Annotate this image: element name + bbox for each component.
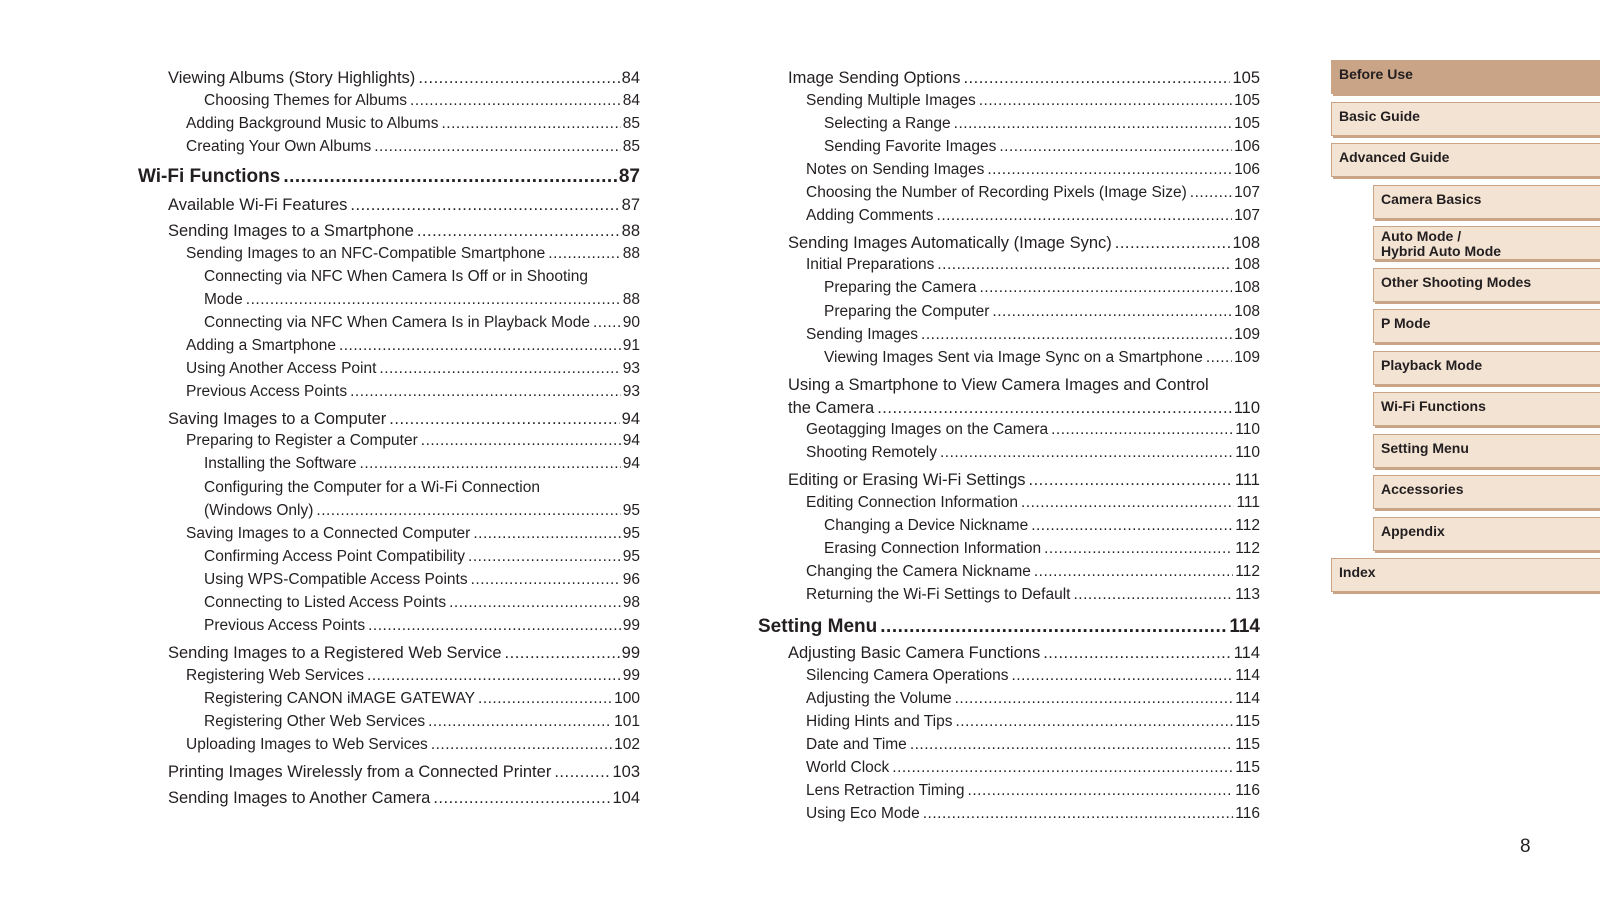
- toc-entry[interactable]: [186, 244, 640, 264]
- toc-entry-title: Setting Menu: [758, 616, 878, 637]
- toc-entry-title: Returning the Wi-Fi Settings to Default: [806, 586, 1071, 603]
- toc-entry[interactable]: [788, 232, 1260, 254]
- dot-leader: [1206, 348, 1232, 368]
- toc-page-number: 94: [622, 432, 640, 449]
- toc-page-number: 105: [1232, 69, 1260, 87]
- toc-entry[interactable]: [824, 539, 1260, 559]
- dot-leader: [987, 160, 1232, 180]
- toc-entry-title: Choosing Themes for Albums: [204, 92, 408, 109]
- toc-entry-title: Confirming Access Point Compatibility: [204, 548, 466, 565]
- toc-entry-title: Shooting Remotely: [806, 444, 937, 461]
- sidebar-tab-label: Index: [1339, 564, 1376, 580]
- toc-entry-title[interactable]: Using a Smartphone to View Camera Images and Control: [788, 376, 1209, 394]
- sidebar-tab-wi-fi-functions[interactable]: [1373, 392, 1600, 426]
- toc-entry-title: Geotagging Images on the Camera: [806, 421, 1049, 438]
- toc-entry-title[interactable]: Configuring the Computer for a Wi-Fi Connection: [204, 479, 540, 496]
- toc-page-number: 107: [1234, 184, 1260, 201]
- toc-page-number: 100: [614, 690, 640, 707]
- toc-entry[interactable]: [806, 804, 1260, 824]
- toc-page-number: 108: [1232, 234, 1260, 252]
- toc-entry-title: Adding Background Music to Albums: [186, 115, 439, 132]
- sidebar-tab-before-use[interactable]: [1331, 60, 1600, 94]
- toc-entry-title: Notes on Sending Images: [806, 161, 985, 178]
- toc-entry-title: Erasing Connection Information: [824, 540, 1042, 557]
- toc-page-number: 87: [618, 166, 640, 187]
- toc-entry-title: Editing or Erasing Wi-Fi Settings: [788, 471, 1026, 489]
- toc-entry[interactable]: [824, 302, 1260, 322]
- toc-entry-title: Previous Access Points: [186, 383, 348, 400]
- toc-entry[interactable]: [138, 165, 640, 189]
- toc-page-number: 115: [1235, 736, 1260, 753]
- toc-page-number: 115: [1235, 759, 1260, 776]
- toc-page-number: 95: [622, 502, 640, 519]
- toc-entry[interactable]: [186, 382, 640, 402]
- dot-leader: [880, 615, 1227, 639]
- toc-page-number: 94: [621, 410, 640, 428]
- toc-page-number: 110: [1235, 421, 1260, 438]
- toc-page-number: 110: [1235, 444, 1260, 461]
- toc-page-number: 101: [614, 713, 640, 730]
- toc-entry[interactable]: [204, 313, 640, 333]
- sidebar-tab-label: Basic Guide: [1339, 108, 1420, 124]
- dot-leader: [418, 67, 619, 89]
- dot-leader: [548, 244, 620, 264]
- dot-leader: [923, 804, 1234, 824]
- toc-page-number: 96: [622, 571, 640, 588]
- toc-page-number: 93: [622, 360, 640, 377]
- toc-entry[interactable]: [806, 255, 1260, 275]
- toc-page-number: 85: [622, 115, 640, 132]
- toc-entry-title: Lens Retraction Timing: [806, 782, 965, 799]
- toc-page-number: 99: [621, 644, 640, 662]
- sidebar-tab-accessories[interactable]: [1373, 475, 1600, 509]
- toc-entry[interactable]: [824, 278, 1260, 298]
- toc-entry[interactable]: [788, 469, 1260, 491]
- toc-entry[interactable]: [186, 524, 640, 544]
- toc-entry[interactable]: [168, 194, 640, 216]
- sidebar-tab-label: Hybrid Auto Mode: [1381, 243, 1502, 259]
- sidebar-tab-advanced-guide[interactable]: [1331, 143, 1600, 177]
- toc-entry-title: Sending Images to an NFC-Compatible Smartphone: [186, 245, 546, 262]
- sidebar-tab-label: Playback Mode: [1381, 357, 1483, 373]
- toc-entry[interactable]: [788, 67, 1260, 89]
- dot-leader: [593, 313, 621, 333]
- sidebar-tab-index[interactable]: [1331, 558, 1600, 592]
- toc-entry[interactable]: [806, 91, 1260, 111]
- sidebar-tab-label: Appendix: [1381, 523, 1445, 539]
- toc-entry[interactable]: [204, 616, 640, 636]
- toc-entry-title: Preparing to Register a Computer: [186, 432, 418, 449]
- toc-page-number: 115: [1235, 713, 1260, 730]
- toc-page-number: 116: [1235, 805, 1260, 822]
- toc-entry[interactable]: [806, 420, 1260, 440]
- toc-page-number: 93: [622, 383, 640, 400]
- dot-leader: [379, 359, 620, 379]
- dot-leader: [1073, 585, 1233, 605]
- toc-entry-title: the Camera: [788, 399, 875, 417]
- toc-page-number: 108: [1234, 256, 1260, 273]
- dot-leader: [449, 593, 621, 613]
- dot-leader: [374, 137, 621, 157]
- toc-entry[interactable]: [806, 585, 1260, 605]
- toc-entry[interactable]: [204, 593, 640, 613]
- sidebar-tab-auto-mode-hybrid-auto-mode[interactable]: [1373, 226, 1600, 260]
- toc-entry-title: Sending Images: [806, 326, 919, 343]
- toc-entry[interactable]: [806, 735, 1260, 755]
- dot-leader: [316, 501, 620, 521]
- toc-entry[interactable]: [204, 712, 640, 732]
- toc-entry-title: Sending Images Automatically (Image Sync): [788, 234, 1112, 252]
- sidebar-tab-appendix[interactable]: [1373, 517, 1600, 551]
- toc-entry-title: Selecting a Range: [824, 115, 951, 132]
- toc-entry-title: Uploading Images to Web Services: [186, 736, 428, 753]
- dot-leader: [979, 91, 1232, 111]
- toc-entry-title: Viewing Albums (Story Highlights): [168, 69, 416, 87]
- toc-entry-title: Date and Time: [806, 736, 907, 753]
- sidebar-tab-label: Setting Menu: [1381, 440, 1469, 456]
- toc-page-number: 94: [622, 455, 640, 472]
- toc-entry[interactable]: [168, 787, 640, 809]
- toc-page-number: 112: [1235, 540, 1260, 557]
- sidebar-tab-basic-guide[interactable]: [1331, 102, 1600, 136]
- dot-leader: [417, 220, 620, 242]
- toc-entry-title: Using WPS-Compatible Access Points: [204, 571, 468, 588]
- dot-leader: [937, 255, 1232, 275]
- toc-entry[interactable]: [806, 160, 1260, 180]
- toc-entry[interactable]: [806, 183, 1260, 203]
- toc-page-number: 102: [614, 736, 640, 753]
- dot-leader: [1190, 183, 1232, 203]
- sidebar-tab-label: Other Shooting Modes: [1381, 274, 1532, 290]
- toc-page-number: 105: [1234, 92, 1260, 109]
- sidebar-tab-other-shooting-modes[interactable]: [1373, 268, 1600, 302]
- toc-entry-title: Sending Images to a Smartphone: [168, 222, 414, 240]
- toc-entry[interactable]: [186, 137, 640, 157]
- toc-entry-title: Viewing Images Sent via Image Sync on a Smartphone: [824, 349, 1203, 366]
- toc-page-number: 91: [622, 337, 640, 354]
- toc-entry-title: Wi-Fi Functions: [138, 166, 281, 187]
- toc-entry-title: Image Sending Options: [788, 69, 961, 87]
- toc-entry[interactable]: [186, 666, 640, 686]
- dot-leader: [410, 91, 621, 111]
- toc-page-number: 84: [621, 69, 640, 87]
- dot-leader: [367, 666, 621, 686]
- toc-page-number: 114: [1233, 644, 1260, 662]
- dot-leader: [1021, 493, 1234, 513]
- toc-entry-title: Saving Images to a Computer: [168, 410, 387, 428]
- toc-entry-title: Previous Access Points: [204, 617, 366, 634]
- toc-page-number: 99: [622, 617, 640, 634]
- toc-page-number: 108: [1234, 303, 1260, 320]
- dot-leader: [350, 194, 619, 216]
- toc-entry-title: Using Eco Mode: [806, 805, 920, 822]
- dot-leader: [1011, 666, 1233, 686]
- toc-page-number: 106: [1234, 138, 1260, 155]
- toc-entry-title: Adding Comments: [806, 207, 934, 224]
- dot-leader: [1051, 420, 1233, 440]
- toc-page-number: 88: [621, 222, 640, 240]
- toc-page-number: 88: [622, 291, 640, 308]
- toc-entry[interactable]: [168, 642, 640, 664]
- dot-leader: [955, 689, 1234, 709]
- toc-entry-title: Installing the Software: [204, 455, 357, 472]
- toc-entry[interactable]: [168, 761, 640, 783]
- toc-entry-title: Connecting via NFC When Camera Is in Playback Mode: [204, 314, 590, 331]
- page-number: 8: [1520, 836, 1531, 857]
- toc-entry[interactable]: [806, 758, 1260, 778]
- toc-entry-title: Adjusting the Volume: [806, 690, 952, 707]
- dot-leader: [433, 787, 610, 809]
- toc-entry-title: Silencing Camera Operations: [806, 667, 1009, 684]
- toc-page-number: 109: [1234, 326, 1260, 343]
- toc-entry[interactable]: [186, 735, 640, 755]
- toc-entry-title: World Clock: [806, 759, 890, 776]
- toc-entry-title: Preparing the Computer: [824, 303, 990, 320]
- toc-entry[interactable]: [204, 290, 640, 310]
- toc-entry-title: Mode: [204, 291, 243, 308]
- toc-entry-title: Registering Web Services: [186, 667, 365, 684]
- toc-entry[interactable]: [824, 137, 1260, 157]
- dot-leader: [468, 547, 621, 567]
- toc-page-number: 104: [612, 789, 640, 807]
- dot-leader: [389, 408, 619, 430]
- toc-page-number: 84: [622, 92, 640, 109]
- toc-entry-title[interactable]: Connecting via NFC When Camera Is Off or in Shooting: [204, 268, 588, 285]
- sidebar-tab-p-mode[interactable]: [1373, 309, 1600, 343]
- toc-entry[interactable]: [204, 689, 640, 709]
- toc-entry-title: Connecting to Listed Access Points: [204, 594, 447, 611]
- toc-entry[interactable]: [204, 570, 640, 590]
- dot-leader: [350, 382, 621, 402]
- sidebar-tab-label: Camera Basics: [1381, 191, 1482, 207]
- toc-entry[interactable]: [806, 562, 1260, 582]
- toc-entry-title: (Windows Only): [204, 502, 314, 519]
- toc-entry-title: Sending Images to Another Camera: [168, 789, 431, 807]
- dot-leader: [980, 278, 1233, 298]
- toc-page-number: 111: [1236, 494, 1260, 511]
- dot-leader: [963, 67, 1230, 89]
- dot-leader: [877, 397, 1231, 419]
- toc-page-number: 87: [621, 196, 640, 214]
- dot-leader: [283, 165, 617, 189]
- toc-entry-title: Choosing the Number of Recording Pixels (Image Size): [806, 184, 1187, 201]
- toc-entry[interactable]: [824, 516, 1260, 536]
- toc-page-number: 112: [1235, 517, 1260, 534]
- dot-leader: [368, 616, 621, 636]
- toc-page-number: 85: [622, 138, 640, 155]
- sidebar-tab-setting-menu[interactable]: [1373, 434, 1600, 468]
- toc-page-number: 108: [1234, 279, 1260, 296]
- toc-page-number: 113: [1235, 586, 1260, 603]
- sidebar-tab-label: Wi-Fi Functions: [1381, 398, 1486, 414]
- toc-entry-title: Sending Multiple Images: [806, 92, 976, 109]
- toc-entry-title: Editing Connection Information: [806, 494, 1018, 511]
- dot-leader: [968, 781, 1234, 801]
- toc-entry[interactable]: [806, 666, 1260, 686]
- toc-entry[interactable]: [204, 501, 640, 521]
- toc-entry-title: Hiding Hints and Tips: [806, 713, 953, 730]
- dot-leader: [471, 570, 621, 590]
- sidebar-tab-label: P Mode: [1381, 315, 1431, 331]
- toc-page-number: 98: [622, 594, 640, 611]
- dot-leader: [478, 689, 612, 709]
- dot-leader: [940, 443, 1233, 463]
- toc-page-number: 111: [1234, 471, 1260, 489]
- dot-leader: [999, 137, 1232, 157]
- toc-page-number: 116: [1235, 782, 1260, 799]
- dot-leader: [992, 302, 1232, 322]
- dot-leader: [1034, 562, 1233, 582]
- dot-leader: [428, 712, 612, 732]
- toc-entry-title: Changing the Camera Nickname: [806, 563, 1031, 580]
- dot-leader: [892, 758, 1233, 778]
- toc-page-number: 103: [612, 763, 640, 781]
- toc-page-number: 114: [1229, 616, 1260, 637]
- toc-entry-title: Printing Images Wirelessly from a Connected Printer: [168, 763, 552, 781]
- sidebar-tab-label: Before Use: [1339, 66, 1413, 82]
- toc-entry-title: Creating Your Own Albums: [186, 138, 372, 155]
- toc-page-number: 88: [622, 245, 640, 262]
- toc-entry-title: Registering CANON iMAGE GATEWAY: [204, 690, 476, 707]
- toc-entry[interactable]: [186, 336, 640, 356]
- toc-page-number: 95: [622, 548, 640, 565]
- toc-entry-title: Sending Images to a Registered Web Service: [168, 644, 502, 662]
- toc-page-number: 105: [1234, 115, 1260, 132]
- toc-entry[interactable]: [824, 348, 1260, 368]
- dot-leader: [1029, 469, 1233, 491]
- toc-entry[interactable]: [186, 431, 640, 451]
- toc-page-number: 110: [1233, 399, 1260, 417]
- dot-leader: [955, 712, 1233, 732]
- toc-entry-title: Available Wi-Fi Features: [168, 196, 348, 214]
- toc-entry-title: Adding a Smartphone: [186, 337, 336, 354]
- toc-entry[interactable]: [204, 454, 640, 474]
- toc-entry[interactable]: [168, 220, 640, 242]
- dot-leader: [473, 524, 620, 544]
- toc-entry[interactable]: [806, 325, 1260, 345]
- toc-page-number: 112: [1235, 563, 1260, 580]
- dot-leader: [339, 336, 621, 356]
- sidebar-tab-camera-basics[interactable]: [1373, 185, 1600, 219]
- dot-leader: [1031, 516, 1233, 536]
- dot-leader: [1043, 642, 1231, 664]
- toc-entry-title: Preparing the Camera: [824, 279, 977, 296]
- toc-entry-title: Sending Favorite Images: [824, 138, 997, 155]
- toc-entry-title: Registering Other Web Services: [204, 713, 426, 730]
- dot-leader: [505, 642, 620, 664]
- dot-leader: [1044, 539, 1233, 559]
- dot-leader: [937, 206, 1233, 226]
- toc-page-number: 90: [622, 314, 640, 331]
- dot-leader: [441, 114, 620, 134]
- dot-leader: [910, 735, 1233, 755]
- toc-entry[interactable]: [806, 493, 1260, 513]
- toc-entry[interactable]: [204, 91, 640, 111]
- dot-leader: [1115, 232, 1231, 254]
- dot-leader: [246, 290, 621, 310]
- toc-entry[interactable]: [168, 408, 640, 430]
- toc-page-number: 114: [1235, 690, 1260, 707]
- dot-leader: [921, 325, 1232, 345]
- toc-entry[interactable]: [824, 114, 1260, 134]
- toc-entry-title: Adjusting Basic Camera Functions: [788, 644, 1041, 662]
- toc-entry[interactable]: [186, 359, 640, 379]
- sidebar-tab-playback-mode[interactable]: [1373, 351, 1600, 385]
- sidebar-tab-label: Accessories: [1381, 481, 1464, 497]
- toc-page-number: 95: [622, 525, 640, 542]
- toc-entry-title: Using Another Access Point: [186, 360, 377, 377]
- dot-leader: [431, 735, 612, 755]
- toc-entry-title: Initial Preparations: [806, 256, 935, 273]
- toc-entry-title: Changing a Device Nickname: [824, 517, 1029, 534]
- toc-entry[interactable]: [758, 615, 1260, 639]
- toc-entry[interactable]: [806, 206, 1260, 226]
- toc-entry[interactable]: [806, 712, 1260, 732]
- toc-page-number: 107: [1234, 207, 1260, 224]
- toc-entry[interactable]: [788, 397, 1260, 419]
- toc-entry[interactable]: [168, 67, 640, 89]
- dot-leader: [360, 454, 621, 474]
- dot-leader: [421, 431, 621, 451]
- toc-entry[interactable]: [806, 443, 1260, 463]
- toc-page-number: 109: [1234, 349, 1260, 366]
- toc-entry-title: Saving Images to a Connected Computer: [186, 525, 471, 542]
- toc-entry[interactable]: [186, 114, 640, 134]
- toc-page-number: 106: [1234, 161, 1260, 178]
- sidebar-tab-label: Advanced Guide: [1339, 149, 1450, 165]
- toc-entry[interactable]: [788, 642, 1260, 664]
- sidebar-tab-label: Auto Mode /: [1381, 228, 1462, 244]
- toc-page-number: 99: [622, 667, 640, 684]
- dot-leader: [554, 761, 610, 783]
- dot-leader: [954, 114, 1232, 134]
- toc-entry[interactable]: [204, 547, 640, 567]
- toc-page-number: 114: [1235, 667, 1260, 684]
- toc-entry[interactable]: [806, 689, 1260, 709]
- toc-entry[interactable]: [806, 781, 1260, 801]
